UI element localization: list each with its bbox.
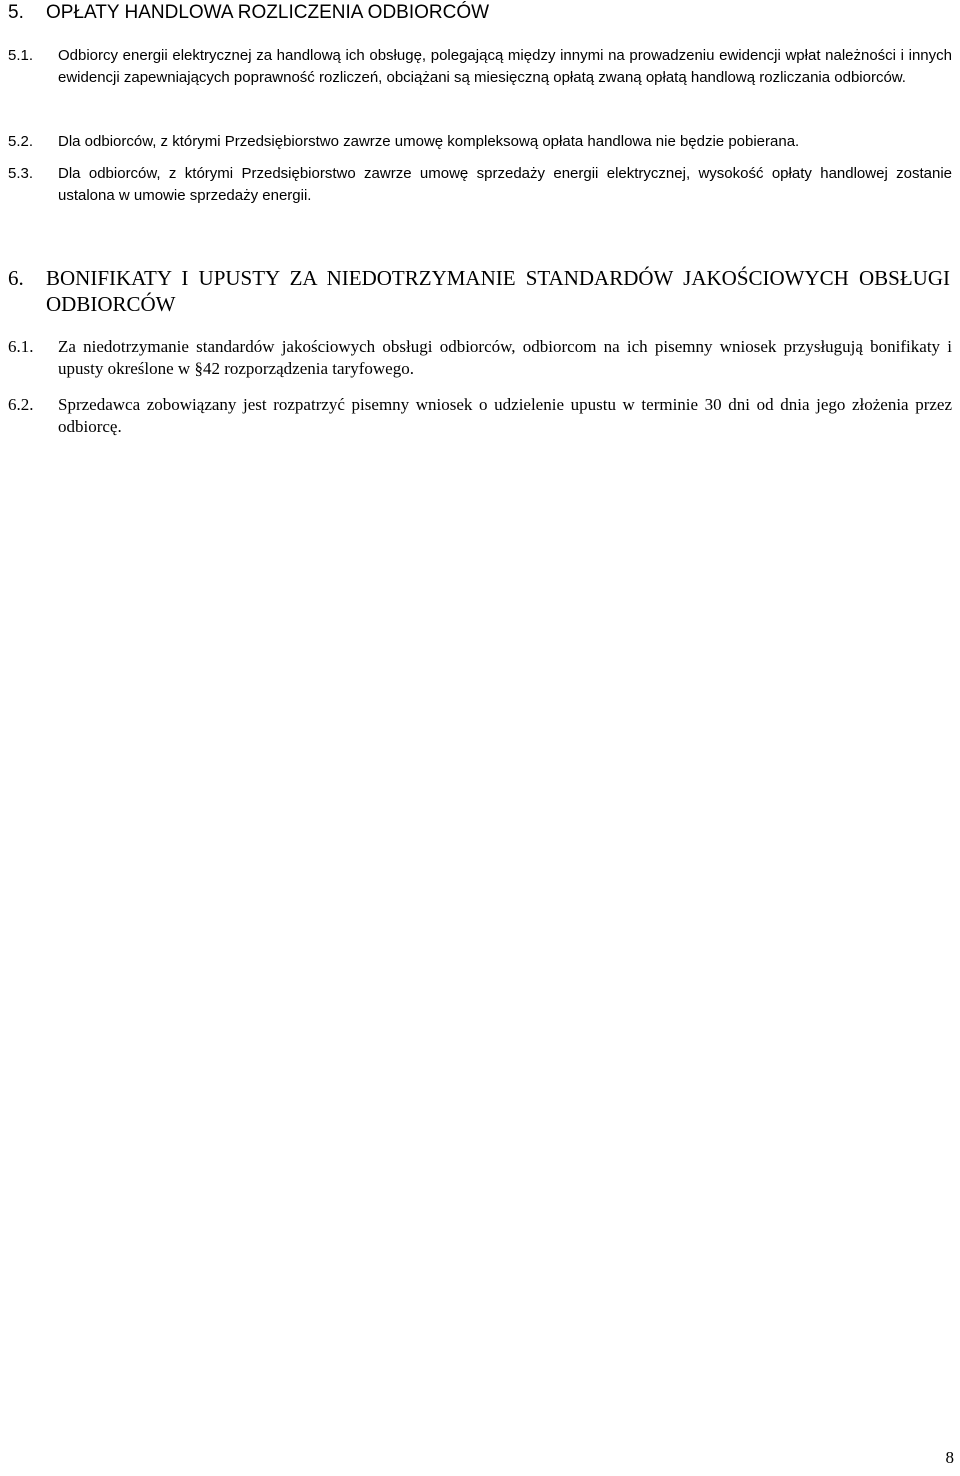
paragraph-5-3 [8, 163, 952, 207]
page-number: 8 [945, 1448, 954, 1467]
paragraph-number: 5.1. [8, 47, 34, 64]
paragraph-number: 6.1. [8, 337, 34, 356]
paragraph-6-2 [8, 394, 952, 438]
paragraph-text: Za niedotrzymanie standardów jakościowych obsługi odbiorców, odbiorcom na ich pisemny wniosek przysługują bonifikaty i upusty określone w §42 rozporządzenia taryfowego. [58, 337, 952, 378]
paragraph-5-1 [8, 45, 952, 89]
section-number: 6. [8, 266, 24, 290]
paragraph-5-2 [8, 131, 952, 153]
section-title: OPŁATY HANDLOWA ROZLICZENIA ODBIORCÓW [46, 2, 490, 23]
paragraph-text: Dla odbiorców, z którymi Przedsiębiorstwo zawrze umowę kompleksową opłata handlowa nie będzie pobierana. [58, 133, 800, 150]
section-title: BONIFIKATY I UPUSTY ZA NIEDOTRZYMANIE STANDARDÓW JAKOŚCIOWYCH OBSŁUGI ODBIORCÓW [46, 266, 950, 316]
section-number: 5. [8, 2, 24, 23]
paragraph-number: 5.3. [8, 165, 34, 182]
paragraph-number: 6.2. [8, 395, 34, 414]
paragraph-text: Dla odbiorców, z którymi Przedsiębiorstwo zawrze umowę sprzedaży energii elektrycznej, wysokość opłaty handlowej zostanie ustalona w umowie sprzedaży energii. [58, 165, 952, 204]
paragraph-6-1 [8, 336, 952, 380]
section-heading-6 [8, 265, 950, 317]
paragraph-number: 5.2. [8, 133, 34, 150]
paragraph-text: Odbiorcy energii elektrycznej za handlową ich obsługę, polegającą między innymi na prowadzeniu ewidencji wpłat należności i innych ewidencji zapewniających poprawność rozliczeń, obciążani są miesięczną opłatą zwaną opłatą handlową rozliczania odbiorców. [58, 47, 952, 86]
paragraph-text: Sprzedawca zobowiązany jest rozpatrzyć pisemny wniosek o udzielenie upustu w terminie 30 dni od dnia jego złożenia przez odbiorcę. [58, 395, 952, 436]
section-heading-5 [8, 0, 950, 26]
